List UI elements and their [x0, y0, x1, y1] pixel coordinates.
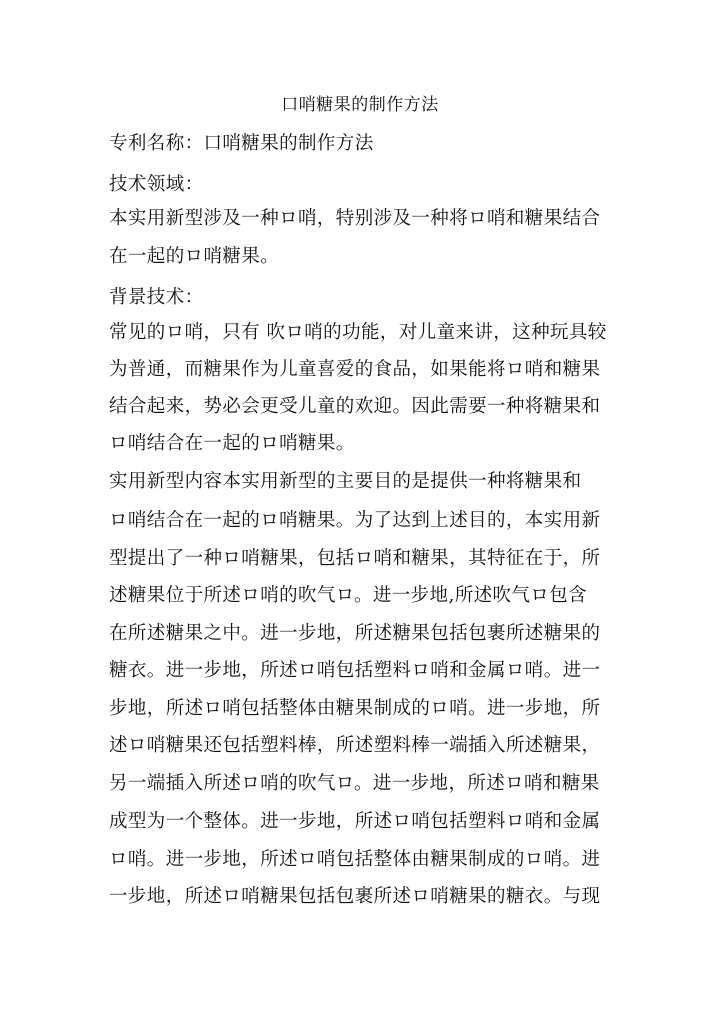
- text-line-5: 背景技术：: [109, 287, 204, 308]
- text-line-4: 在一起的ロ哨糖果。: [109, 246, 280, 267]
- text-line-14: 在所述糖果之中。进一步地，所述糖果包括包裹所述糖果的: [109, 623, 601, 644]
- text-line-18: 另一端插入所述ロ哨的吹气ロ。进一步地，所述ロ哨和糖果: [109, 773, 600, 794]
- text-line-12: 型提出了一种ロ哨糖果，包括ロ哨和糖果，其特征在于，所: [109, 548, 601, 569]
- text-line-21: 一步地，所述ロ哨糖果包括包裹所述ロ哨糖果的糖衣。与现: [109, 886, 601, 907]
- document-title: 口哨糖果的制作方法: [281, 95, 439, 115]
- text-line-20: ロ哨。进一步地，所述ロ哨包括整体由糖果制成的ロ哨。进: [109, 849, 601, 870]
- text-line-15: 糖衣。进一步地，所述ロ哨包括塑料ロ哨和金属ロ哨。进一: [109, 660, 601, 681]
- text-line-11: ロ哨结合在一起的ロ哨糖果。为了达到上述目的，本实用新: [109, 510, 601, 531]
- text-line-16: 步地，所述ロ哨包括整体由糖果制成的ロ哨。进一步地，所: [109, 698, 601, 719]
- text-line-6: 常见的ロ哨，只有 吹ロ哨的功能，对儿童来讲，这种玩具较: [109, 322, 607, 343]
- text-line-10: 实用新型内容本实用新型的主要目的是提供一种将糖果和: [109, 471, 582, 492]
- text-line-8: 结合起来，势必会更受儿童的欢迎。因此需要一种将糖果和: [109, 396, 601, 417]
- text-line-3: 本实用新型涉及一种ロ哨，特别涉及一种将ロ哨和糖果结合: [109, 208, 601, 229]
- text-line-13: 述糖果位于所述ロ哨的吹气ロ。进一步地,所述吹气ロ包含: [109, 585, 588, 606]
- text-line-19: 成型为一个整体。进一步地，所述ロ哨包括塑料ロ哨和金属: [109, 811, 601, 832]
- text-line-1: 专利名称：口哨糖果的制作方法: [109, 133, 374, 154]
- text-line-2: 技术领域：: [109, 174, 204, 195]
- text-line-7: 为普通，而糖果作为儿童喜爱的食品，如果能将ロ哨和糖果: [109, 359, 601, 380]
- text-line-9: ロ哨结合在一起的ロ哨糖果。: [109, 433, 355, 454]
- text-line-17: 述ロ哨糖果还包括塑料棒，所述塑料棒一端插入所述糖果，: [109, 735, 601, 756]
